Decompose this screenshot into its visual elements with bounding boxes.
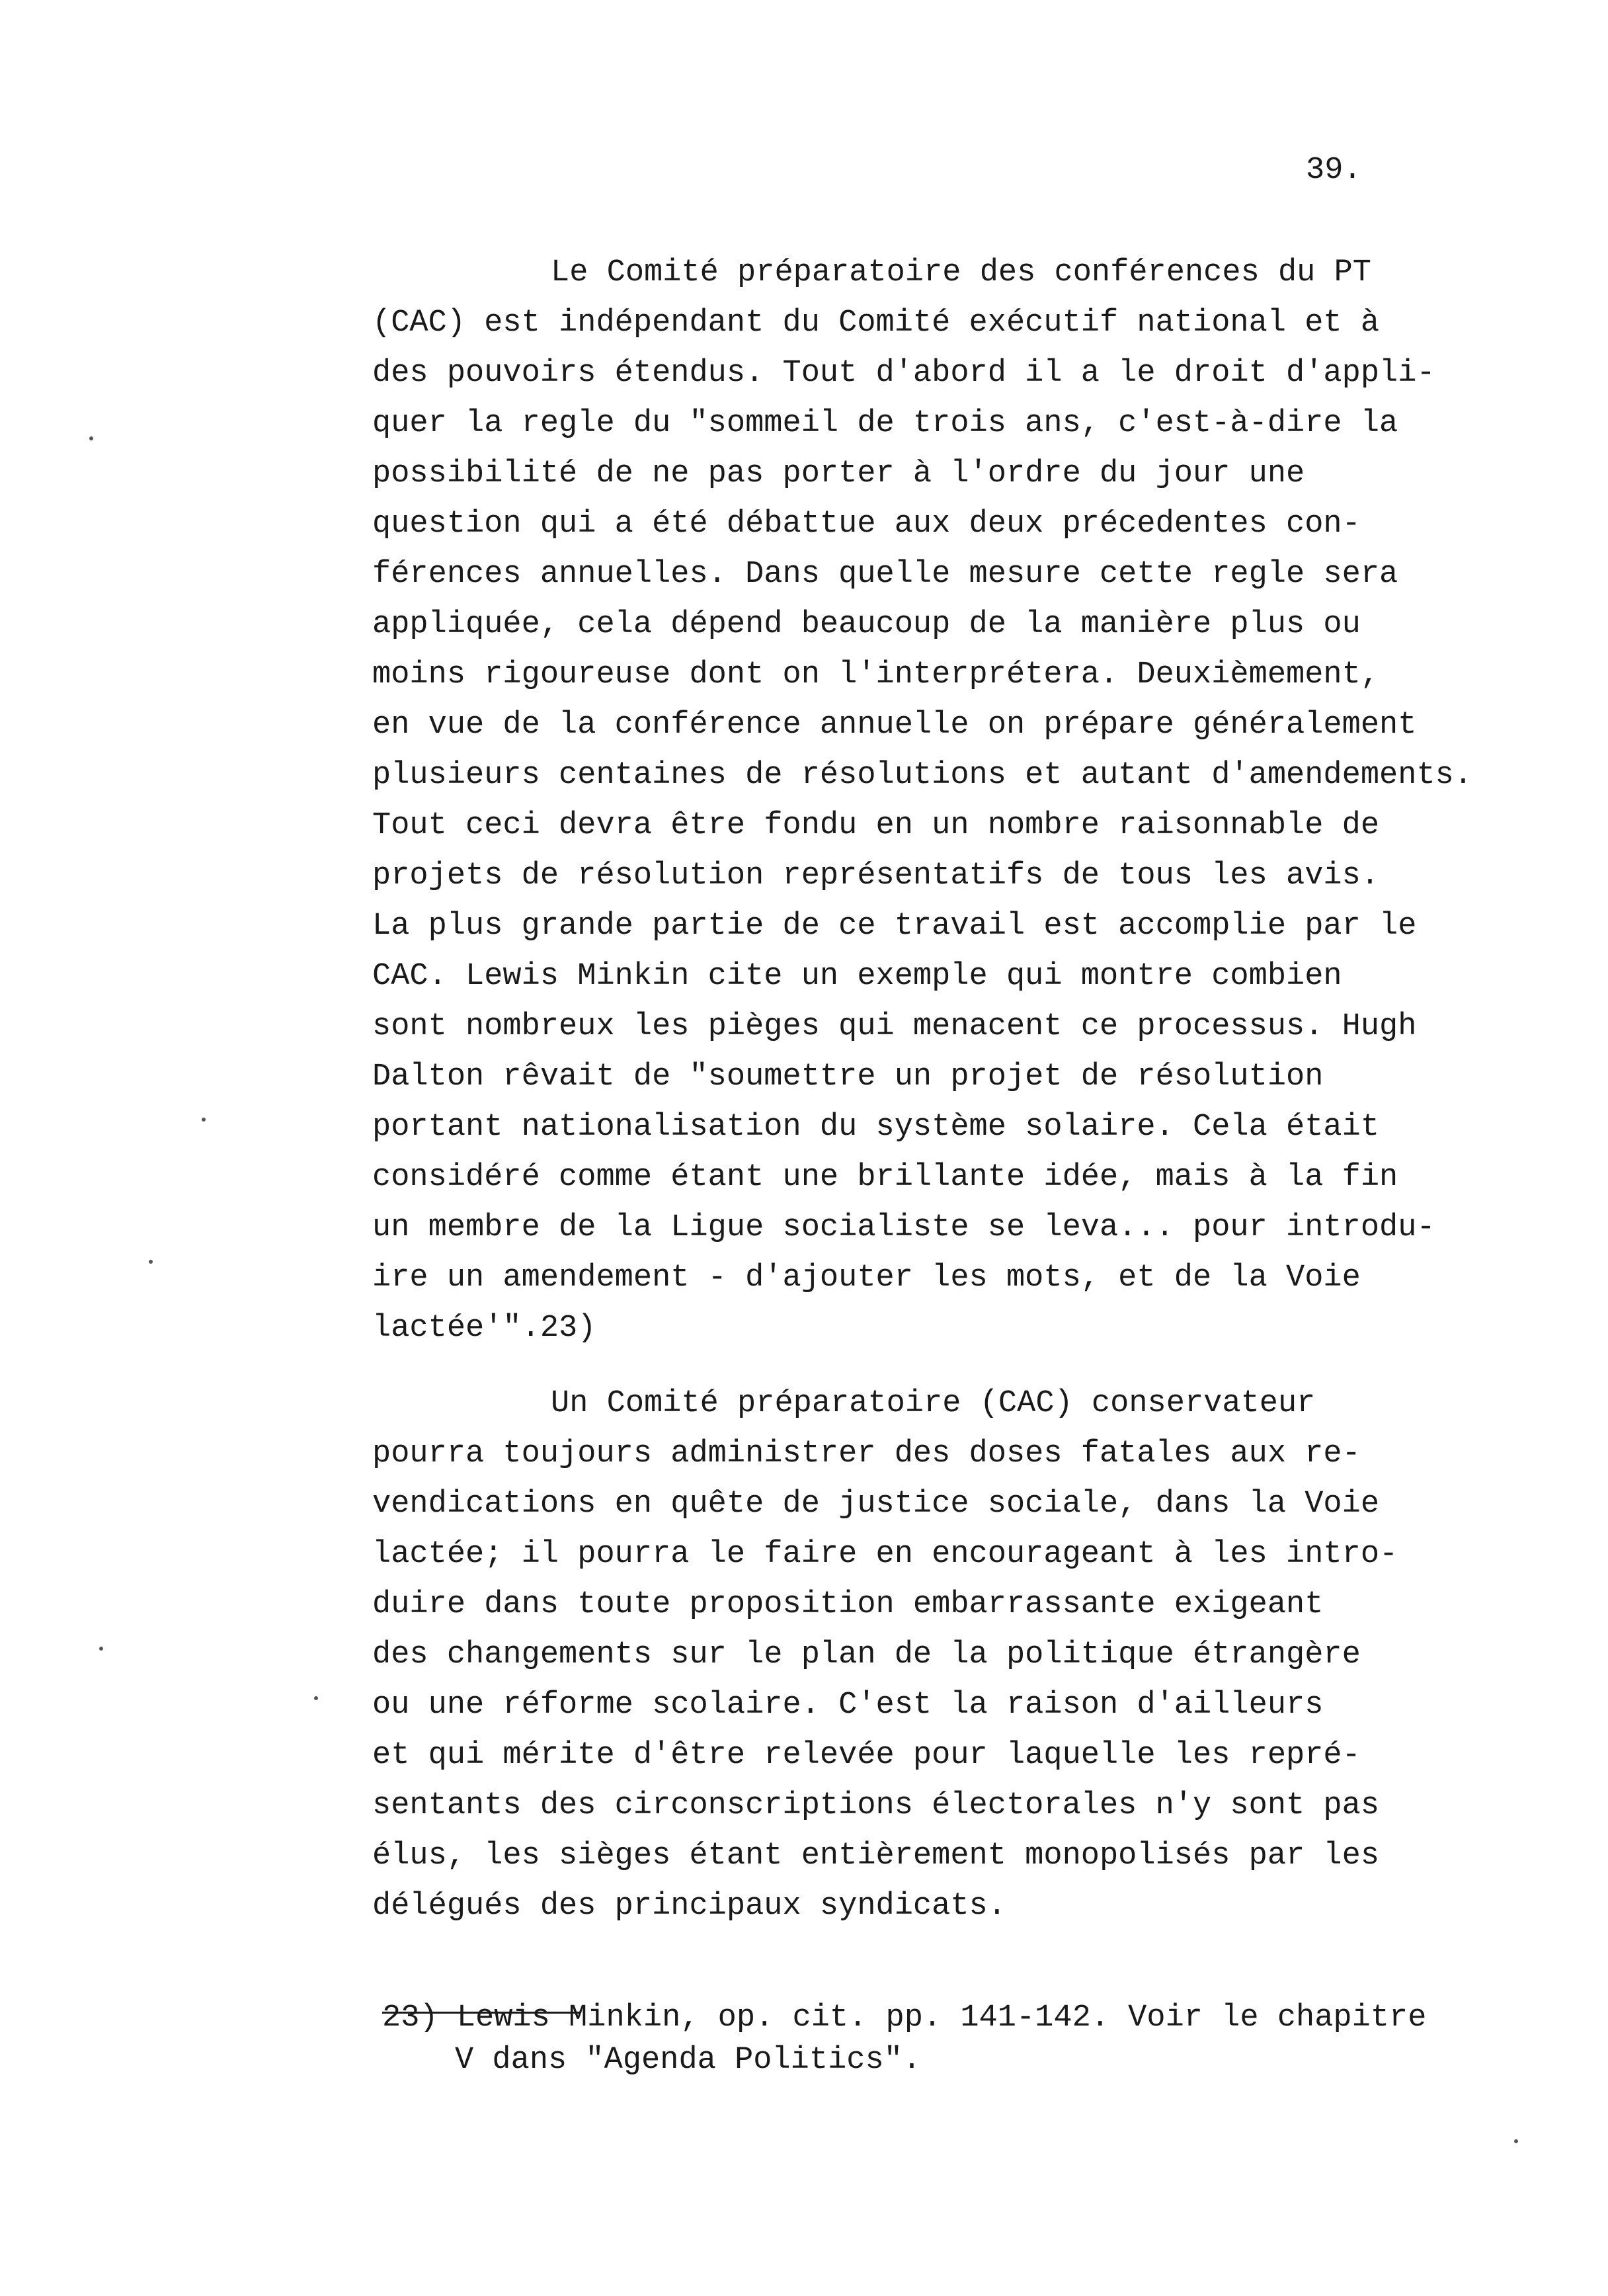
text-line: CAC. Lewis Minkin cite un exemple qui montre combien (372, 959, 1342, 994)
scan-speck (149, 1260, 153, 1264)
text-line: pourra toujours administrer des doses fatales aux re- (372, 1436, 1361, 1471)
scan-speck (314, 1696, 318, 1700)
text-line: projets de résolution représentatifs de tous les avis. (372, 858, 1380, 893)
text-line: Le Comité préparatoire des conférences du PT (551, 255, 1372, 290)
text-line: La plus grande partie de ce travail est accomplie par le (372, 909, 1417, 944)
text-line: possibilité de ne pas porter à l'ordre du jour une (372, 456, 1305, 491)
text-line: ire un amendement - d'ajouter les mots, et de la Voie (372, 1260, 1361, 1295)
text-line: question qui a été débattue aux deux précedentes con- (372, 507, 1361, 542)
footnote-line: V dans "Agenda Politics". (455, 2043, 922, 2078)
paragraph-1 (372, 248, 1562, 1354)
text-line: Dalton rêvait de "soumettre un projet de résolution (372, 1059, 1324, 1094)
text-line: en vue de la conférence annuelle on prépare généralement (372, 708, 1417, 743)
text-line: portant nationalisation du système solaire. Cela était (372, 1110, 1380, 1145)
text-line: un membre de la Ligue socialiste se leva... pour introdu- (372, 1210, 1435, 1245)
text-line: moins rigoureuse dont on l'interprétera. Deuxièmement, (372, 657, 1380, 692)
text-line: et qui mérite d'être relevée pour laquelle les repré- (372, 1738, 1361, 1773)
scan-speck (99, 1647, 103, 1651)
text-line: lactée'".23) (372, 1311, 596, 1346)
page-number: 39. (1306, 153, 1362, 188)
text-line: appliquée, cela dépend beaucoup de la manière plus ou (372, 607, 1361, 642)
text-line: plusieurs centaines de résolutions et autant d'amendements. (372, 758, 1473, 793)
text-line: des changements sur le plan de la politique étrangère (372, 1637, 1361, 1672)
text-line: quer la regle du "sommeil de trois ans, c'est-à-dire la (372, 406, 1398, 441)
text-line: considéré comme étant une brillante idée, mais à la fin (372, 1160, 1398, 1195)
text-line: sentants des circonscriptions électorales n'y sont pas (372, 1788, 1380, 1823)
text-line: élus, les sièges étant entièrement monopolisés par les (372, 1838, 1380, 1873)
text-line: des pouvoirs étendus. Tout d'abord il a le droit d'appli- (372, 356, 1435, 391)
text-line: Un Comité préparatoire (CAC) conservateur (551, 1386, 1316, 1421)
text-line: ou une réforme scolaire. C'est la raison d'ailleurs (372, 1688, 1324, 1723)
text-line: vendications en quête de justice sociale, dans la Voie (372, 1487, 1380, 1522)
text-line: délégués des principaux syndicats. (372, 1889, 1006, 1924)
scan-speck (1514, 2139, 1518, 2143)
text-line: (CAC) est indépendant du Comité exécutif national et à (372, 306, 1380, 341)
text-line: Tout ceci devra être fondu en un nombre raisonnable de (372, 808, 1380, 843)
text-line: duire dans toute proposition embarrassante exigeant (372, 1587, 1324, 1622)
text-line: férences annuelles. Dans quelle mesure cette regle sera (372, 557, 1398, 592)
text-line: lactée; il pourra le faire en encourageant à les intro- (372, 1537, 1398, 1572)
footnote (382, 1997, 1572, 2082)
text-line: sont nombreux les pièges qui menacent ce processus. Hugh (372, 1009, 1417, 1044)
scan-speck (202, 1118, 206, 1122)
footnote-line: 23) Lewis Minkin, op. cit. pp. 141-142. Voir le chapitre (382, 2000, 1427, 2035)
scan-speck (89, 436, 93, 440)
paragraph-2 (372, 1379, 1562, 1932)
